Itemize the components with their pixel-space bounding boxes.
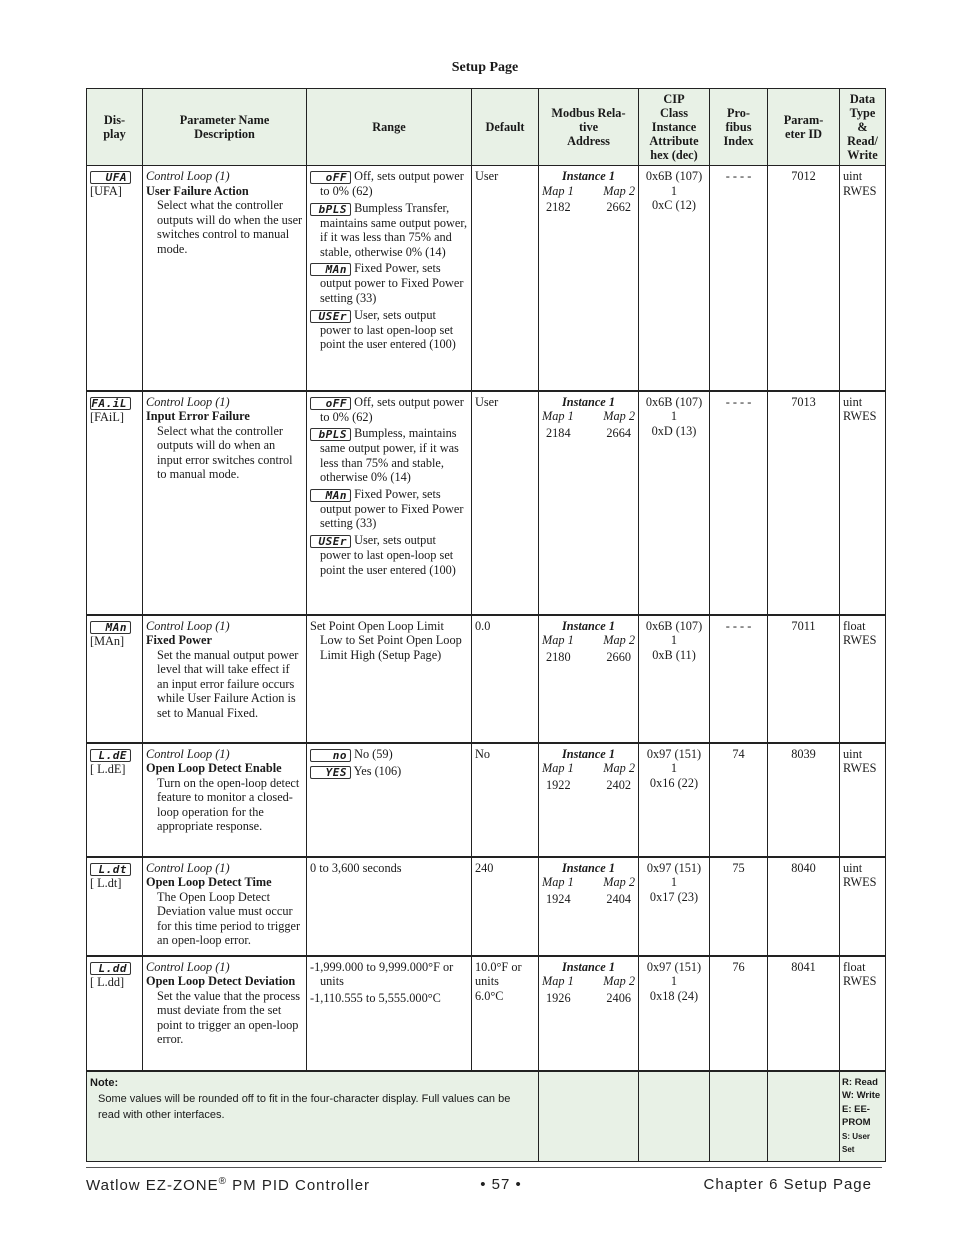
modbus-instance: Instance 1 <box>562 618 615 633</box>
note-empty-cell <box>710 1071 768 1162</box>
modbus-map-labels <box>542 974 635 989</box>
modbus-cell <box>539 956 639 1071</box>
range-option-text: Bumpless Transfer, maintains same output power, if it was less than 75% and stable, otherwise 0% (14) <box>320 200 468 259</box>
parameter-name: Open Loop Detect Time <box>146 875 272 890</box>
parameter-name: Open Loop Detect Enable <box>146 761 282 776</box>
default-cell: No <box>472 743 539 857</box>
range-option-text: -1,110.555 to 5,555.000°C <box>310 990 441 1005</box>
range-option-text: User, sets output power to last open-loop set point the user entered (100) <box>320 307 456 352</box>
modbus-map-values <box>542 989 635 1006</box>
range-option-text: Fixed Power, sets output power to Fixed Power setting (33) <box>320 486 464 531</box>
map2-label: Map 2 <box>603 409 635 424</box>
map2-label: Map 2 <box>603 974 635 989</box>
range-option-text: Fixed Power, sets output power to Fixed Power setting (33) <box>320 261 464 305</box>
modbus-instance: Instance 1 <box>562 860 615 875</box>
display-label: [UFA] <box>90 184 122 198</box>
parameter-name: Fixed Power <box>146 633 212 648</box>
map2-label: Map 2 <box>603 875 635 890</box>
range-option <box>310 747 468 762</box>
range-cell <box>307 166 472 391</box>
modbus-map-values <box>542 776 635 793</box>
legend-write: W: Write <box>842 1090 881 1101</box>
control-loop: Control Loop (1) <box>146 169 230 183</box>
page-title: Setup Page <box>451 60 519 75</box>
cip-cell: 0x6B (107) 1 0xD (13) <box>639 391 710 615</box>
modbus-map-labels <box>542 761 635 776</box>
map2-value: 2404 <box>606 891 631 906</box>
table-row <box>87 615 886 743</box>
lcd-display-code: L.dE <box>90 749 131 762</box>
range-cell <box>307 857 472 956</box>
data-type-cell: uint RWES <box>840 743 886 857</box>
display-cell <box>87 857 143 956</box>
display-cell <box>87 956 143 1071</box>
cip-cell: 0x97 (151) 1 0x16 (22) <box>639 743 710 857</box>
legend-read: R: Read <box>842 1076 878 1088</box>
parameter-name: Input Error Failure <box>146 409 250 424</box>
range-option <box>310 619 468 663</box>
param-id-cell: 7011 <box>768 615 840 743</box>
map1-value: 1926 <box>546 990 571 1005</box>
range-cell <box>307 956 472 1071</box>
parameter-description: Select what the controller outputs will do when an input error switches control to manual mode. <box>157 423 293 482</box>
lcd-display-code: L.dd <box>90 962 131 975</box>
param-id-cell: 8041 <box>768 956 840 1071</box>
modbus-map-labels <box>542 875 635 890</box>
note-cell <box>87 1071 539 1162</box>
header-cip: CIP Class Instance Attribute hex (dec) <box>639 89 710 166</box>
range-option <box>310 426 468 485</box>
control-loop: Control Loop (1) <box>146 618 230 633</box>
footer-chapter: Chapter 6 Setup Page <box>703 1176 872 1193</box>
parameter-description: Set the value that the process must deviate from the set point to trigger an open-loop error. <box>157 988 301 1047</box>
control-loop: Control Loop (1) <box>146 959 230 974</box>
parameter-cell <box>143 956 307 1071</box>
profibus-cell: - - - - <box>710 615 768 743</box>
map1-value: 2184 <box>546 425 571 440</box>
map1-label: Map 1 <box>542 875 574 890</box>
lcd-option-code: USEr <box>310 535 351 548</box>
range-option <box>310 201 468 260</box>
lcd-display-code: FA.iL <box>90 397 131 410</box>
footer-product: Watlow EZ-ZONE® PM PID Controller <box>86 1176 371 1194</box>
access-legend <box>840 1071 886 1162</box>
range-option-text: Off, sets output power to 0% (62) <box>320 394 464 424</box>
range-option-text: 0 to 3,600 seconds <box>310 860 402 875</box>
header-param-id: Param- eter ID <box>768 89 840 166</box>
table-row <box>87 956 886 1071</box>
profibus-cell: - - - - <box>710 391 768 615</box>
display-code-wrap <box>90 619 139 634</box>
page-footer <box>86 1176 872 1196</box>
display-cell <box>87 615 143 743</box>
modbus-map-values <box>542 648 635 665</box>
modbus-map-values <box>542 424 635 441</box>
note-empty-cell <box>639 1071 710 1162</box>
range-option-text: Yes (106) <box>353 763 402 778</box>
note-text: Some values will be rounded off to fit in the four-character display. Full values can be read with other interfaces. <box>98 1092 511 1121</box>
setup-parameter-table <box>86 88 886 1162</box>
modbus-instance: Instance 1 <box>562 746 615 761</box>
modbus-map-values <box>542 890 635 907</box>
range-option <box>310 169 468 199</box>
range-cell <box>307 615 472 743</box>
data-type-cell: uint RWES <box>840 166 886 391</box>
modbus-map-labels <box>542 409 635 424</box>
parameter-description: Set the manual output power level that will take effect if an input error failure occurs while User Failure Action is set to Manual Fixed. <box>157 647 299 721</box>
lcd-option-code: MAn <box>310 489 351 502</box>
cip-cell: 0x6B (107) 1 0xB (11) <box>639 615 710 743</box>
range-option <box>310 960 468 989</box>
lcd-option-code: USEr <box>310 310 351 323</box>
map1-label: Map 1 <box>542 409 574 424</box>
map2-value: 2662 <box>606 200 631 215</box>
lcd-option-code: oFF <box>310 171 351 184</box>
lcd-display-code: MAn <box>90 621 131 634</box>
modbus-cell <box>539 166 639 391</box>
map1-label: Map 1 <box>542 633 574 648</box>
param-id-cell: 7012 <box>768 166 840 391</box>
default-cell: 10.0°F or units 6.0°C <box>472 956 539 1071</box>
display-label: [ L.dt] <box>90 875 122 890</box>
parameter-description: Select what the controller outputs will do when the user switches control to manual mode. <box>157 198 303 256</box>
default-cell: 0.0 <box>472 615 539 743</box>
map2-value: 2406 <box>606 990 631 1005</box>
range-option <box>310 487 468 531</box>
range-option <box>310 308 468 352</box>
display-code-wrap <box>90 861 139 876</box>
modbus-cell <box>539 743 639 857</box>
range-option-text: Set Point Open Loop Limit Low to Set Point Open Loop Limit High (Setup Page) <box>310 618 462 662</box>
parameter-cell <box>143 857 307 956</box>
lcd-option-code: oFF <box>310 397 351 410</box>
display-code-wrap <box>90 960 139 975</box>
map1-value: 2182 <box>546 200 571 215</box>
map1-value: 2180 <box>546 649 571 664</box>
header-data-type: Data Type & Read/ Write <box>840 89 886 166</box>
display-label: [ L.dE] <box>90 761 126 776</box>
map2-value: 2660 <box>606 649 631 664</box>
data-type-cell: float RWES <box>840 615 886 743</box>
range-option-text: Off, sets output power to 0% (62) <box>320 169 464 198</box>
display-label: [ L.dd] <box>90 974 125 989</box>
header-default: Default <box>472 89 539 166</box>
header-row <box>87 89 886 166</box>
display-label: [MAn] <box>90 633 125 648</box>
note-row <box>87 1071 886 1162</box>
legend-user-set: S: User Set <box>842 1131 871 1154</box>
lcd-option-code: bPLS <box>310 203 351 216</box>
profibus-cell: 75 <box>710 857 768 956</box>
header-param-name: Parameter Name Description <box>143 89 307 166</box>
parameter-name: Open Loop Detect Deviation <box>146 974 296 989</box>
map1-value: 1922 <box>546 777 571 792</box>
cip-cell: 0x97 (151) 1 0x17 (23) <box>639 857 710 956</box>
footer-page-number: • 57 • <box>480 1176 522 1193</box>
table-row <box>87 166 886 391</box>
modbus-instance: Instance 1 <box>562 169 615 183</box>
modbus-cell <box>539 857 639 956</box>
cip-cell: 0x97 (151) 1 0x18 (24) <box>639 956 710 1071</box>
range-cell <box>307 391 472 615</box>
modbus-cell <box>539 615 639 743</box>
map2-label: Map 2 <box>603 633 635 648</box>
param-id-cell: 8039 <box>768 743 840 857</box>
table-row <box>87 743 886 857</box>
default-cell: 240 <box>472 857 539 956</box>
map2-value: 2664 <box>606 425 631 440</box>
parameter-description: Turn on the open-loop detect feature to monitor a closed-loop operation for the appropriate response. <box>157 775 300 834</box>
modbus-cell <box>539 391 639 615</box>
default-cell: User <box>472 166 539 391</box>
modbus-instance: Instance 1 <box>562 959 615 974</box>
header-modbus: Modbus Rela- tive Address <box>539 89 639 166</box>
map1-label: Map 1 <box>542 183 574 198</box>
table-row <box>87 857 886 956</box>
map2-value: 2402 <box>606 777 631 792</box>
modbus-map-values <box>542 198 635 215</box>
note-label: Note: <box>90 1076 119 1089</box>
note-empty-cell <box>539 1071 639 1162</box>
profibus-cell: 74 <box>710 743 768 857</box>
lcd-option-code: YES <box>310 766 351 779</box>
note-empty-cell <box>768 1071 840 1162</box>
parameter-cell <box>143 615 307 743</box>
cip-cell: 0x6B (107) 1 0xC (12) <box>639 166 710 391</box>
header-range: Range <box>307 89 472 166</box>
modbus-map-labels <box>542 184 635 199</box>
range-option <box>310 764 468 779</box>
parameter-cell <box>143 391 307 615</box>
range-cell <box>307 743 472 857</box>
control-loop: Control Loop (1) <box>146 860 230 875</box>
data-type-cell: uint RWES <box>840 857 886 956</box>
parameter-description: The Open Loop Detect Deviation value must occur for this time period to trigger an open-loop error. <box>157 889 301 948</box>
range-option <box>310 861 468 876</box>
data-type-cell: uint RWES <box>840 391 886 615</box>
map2-label: Map 2 <box>603 761 635 776</box>
default-cell: User <box>472 391 539 615</box>
range-option-text: -1,999.000 to 9,999.000°F or units <box>310 959 454 989</box>
profibus-cell: 76 <box>710 956 768 1071</box>
map2-label: Map 2 <box>603 183 635 198</box>
range-option-text: User, sets output power to last open-loop set point the user entered (100) <box>320 533 456 577</box>
modbus-map-labels <box>542 633 635 648</box>
profibus-cell: - - - - <box>710 166 768 391</box>
lcd-display-code: UFA <box>90 171 131 184</box>
range-option <box>310 533 468 577</box>
header-profibus: Pro- fibus Index <box>710 89 768 166</box>
map1-label: Map 1 <box>542 761 574 776</box>
lcd-option-code: no <box>310 749 351 762</box>
display-cell <box>87 391 143 615</box>
display-code-wrap <box>90 747 139 762</box>
lcd-option-code: bPLS <box>310 428 351 441</box>
display-code-wrap <box>90 395 139 410</box>
header-display: Dis- play <box>87 89 143 166</box>
range-option-text: No (59) <box>354 746 393 761</box>
modbus-instance: Instance 1 <box>562 394 615 409</box>
map1-value: 1924 <box>546 891 571 906</box>
data-type-cell: float RWES <box>840 956 886 1071</box>
control-loop: Control Loop (1) <box>146 394 230 409</box>
control-loop: Control Loop (1) <box>146 746 230 761</box>
lcd-display-code: L.dt <box>90 863 131 876</box>
display-code-wrap <box>90 169 139 184</box>
parameter-cell <box>143 743 307 857</box>
map1-label: Map 1 <box>542 974 574 989</box>
range-option-text: Bumpless, maintains same output power, if it was less than 75% and stable, otherwise 0% (14) <box>320 426 459 485</box>
display-label: [FAiL] <box>90 409 124 424</box>
display-cell <box>87 743 143 857</box>
parameter-name: User Failure Action <box>146 183 249 198</box>
display-cell <box>87 166 143 391</box>
footer-rule <box>86 1167 882 1168</box>
param-id-cell: 8040 <box>768 857 840 956</box>
range-option <box>310 261 468 305</box>
table-row <box>87 391 886 615</box>
param-id-cell: 7013 <box>768 391 840 615</box>
legend-eeprom: E: EE-PROM <box>842 1103 871 1128</box>
parameter-cell <box>143 166 307 391</box>
range-option <box>310 991 468 1006</box>
lcd-option-code: MAn <box>310 263 351 276</box>
range-option <box>310 395 468 425</box>
